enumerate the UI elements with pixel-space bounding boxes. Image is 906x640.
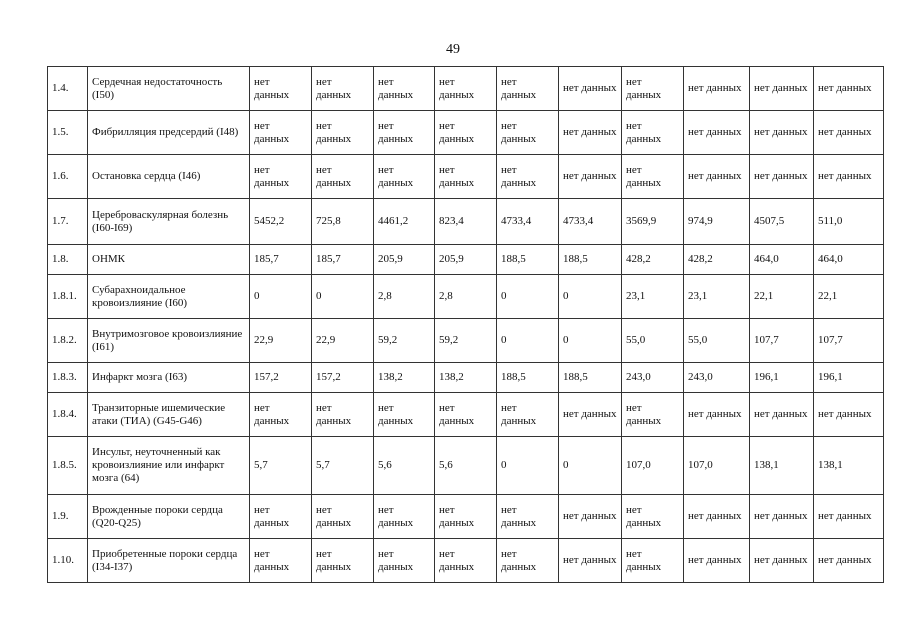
value-cell: нет данных [814, 495, 884, 539]
value-cell: нет данных [750, 539, 814, 583]
row-name: Инфаркт мозга (I63) [88, 363, 250, 393]
value-cell: нет данных [684, 111, 750, 155]
value-cell: нет данных [814, 111, 884, 155]
value-cell: нет данных [250, 67, 312, 111]
value-cell: 974,9 [684, 199, 750, 245]
value-cell: нет данных [497, 495, 559, 539]
row-name: ОНМК [88, 245, 250, 275]
value-cell: 0 [497, 437, 559, 495]
value-cell: нет данных [312, 111, 374, 155]
statistics-table [47, 66, 884, 583]
value-cell: нет данных [684, 155, 750, 199]
value-cell: 464,0 [814, 245, 884, 275]
value-cell: 196,1 [750, 363, 814, 393]
value-cell: нет данных [435, 111, 497, 155]
table-row [48, 199, 884, 245]
value-cell: 138,1 [814, 437, 884, 495]
value-cell: нет данных [684, 495, 750, 539]
value-cell: 2,8 [374, 275, 435, 319]
value-cell: 205,9 [374, 245, 435, 275]
value-cell: нет данных [814, 539, 884, 583]
value-cell: 205,9 [435, 245, 497, 275]
value-cell: 5,7 [250, 437, 312, 495]
value-cell: нет данных [435, 495, 497, 539]
value-cell: 5452,2 [250, 199, 312, 245]
row-code: 1.5. [48, 111, 88, 155]
row-name: Сердечная недостаточность (I50) [88, 67, 250, 111]
value-cell: 107,7 [750, 319, 814, 363]
value-cell: нет данных [622, 111, 684, 155]
value-cell: нет данных [435, 155, 497, 199]
value-cell: 138,2 [435, 363, 497, 393]
value-cell: 428,2 [622, 245, 684, 275]
value-cell: нет данных [622, 495, 684, 539]
row-name: Врожденные пороки сердца (Q20-Q25) [88, 495, 250, 539]
table-row [48, 539, 884, 583]
value-cell: 22,1 [814, 275, 884, 319]
table-row [48, 319, 884, 363]
value-cell: нет данных [312, 155, 374, 199]
value-cell: нет данных [750, 155, 814, 199]
value-cell: нет данных [312, 393, 374, 437]
row-code: 1.7. [48, 199, 88, 245]
value-cell: нет данных [435, 539, 497, 583]
value-cell: нет данных [622, 393, 684, 437]
value-cell: нет данных [374, 393, 435, 437]
value-cell: 0 [559, 437, 622, 495]
table-body [48, 67, 884, 583]
value-cell: нет данных [250, 111, 312, 155]
value-cell: 243,0 [684, 363, 750, 393]
page-number: 49 [446, 42, 460, 57]
value-cell: 22,1 [750, 275, 814, 319]
row-code: 1.8.1. [48, 275, 88, 319]
value-cell: 511,0 [814, 199, 884, 245]
row-code: 1.9. [48, 495, 88, 539]
row-name: Транзиторные ишемические атаки (ТИА) (G45-G46) [88, 393, 250, 437]
value-cell: 0 [559, 275, 622, 319]
value-cell: 0 [312, 275, 374, 319]
value-cell: нет данных [750, 495, 814, 539]
value-cell: 55,0 [684, 319, 750, 363]
value-cell: нет данных [312, 495, 374, 539]
value-cell: нет данных [374, 67, 435, 111]
value-cell: нет данных [374, 111, 435, 155]
value-cell: нет данных [750, 67, 814, 111]
table-row [48, 495, 884, 539]
value-cell: 0 [250, 275, 312, 319]
value-cell: нет данных [559, 111, 622, 155]
row-code: 1.8.2. [48, 319, 88, 363]
value-cell: 4507,5 [750, 199, 814, 245]
value-cell: 188,5 [497, 363, 559, 393]
value-cell: нет данных [814, 393, 884, 437]
value-cell: нет данных [497, 155, 559, 199]
value-cell: 188,5 [559, 363, 622, 393]
value-cell: 188,5 [559, 245, 622, 275]
value-cell: 5,7 [312, 437, 374, 495]
value-cell: 22,9 [312, 319, 374, 363]
value-cell: 823,4 [435, 199, 497, 245]
row-name: Приобретенные пороки сердца (I34-I37) [88, 539, 250, 583]
row-code: 1.10. [48, 539, 88, 583]
value-cell: нет данных [684, 393, 750, 437]
value-cell: нет данных [622, 539, 684, 583]
table-row [48, 155, 884, 199]
value-cell: нет данных [814, 67, 884, 111]
value-cell: 107,7 [814, 319, 884, 363]
value-cell: нет данных [312, 539, 374, 583]
value-cell: нет данных [497, 393, 559, 437]
value-cell: 59,2 [435, 319, 497, 363]
value-cell: 107,0 [622, 437, 684, 495]
table-row [48, 111, 884, 155]
table-row [48, 437, 884, 495]
value-cell: нет данных [497, 539, 559, 583]
row-name: Внутримозговое кровоизлияние (I61) [88, 319, 250, 363]
value-cell: 157,2 [250, 363, 312, 393]
value-cell: нет данных [814, 155, 884, 199]
row-code: 1.4. [48, 67, 88, 111]
row-name: Фибрилляция предсердий (I48) [88, 111, 250, 155]
value-cell: 5,6 [374, 437, 435, 495]
value-cell: 4733,4 [497, 199, 559, 245]
value-cell: нет данных [559, 393, 622, 437]
value-cell: 157,2 [312, 363, 374, 393]
value-cell: нет данных [622, 67, 684, 111]
value-cell: 4461,2 [374, 199, 435, 245]
value-cell: 0 [497, 275, 559, 319]
value-cell: нет данных [250, 539, 312, 583]
value-cell: нет данных [497, 67, 559, 111]
value-cell: нет данных [622, 155, 684, 199]
value-cell: 55,0 [622, 319, 684, 363]
table-row [48, 363, 884, 393]
value-cell: нет данных [435, 67, 497, 111]
table-row [48, 67, 884, 111]
value-cell: нет данных [250, 155, 312, 199]
value-cell: 107,0 [684, 437, 750, 495]
value-cell: нет данных [497, 111, 559, 155]
value-cell: 3569,9 [622, 199, 684, 245]
value-cell: 23,1 [684, 275, 750, 319]
value-cell: нет данных [559, 155, 622, 199]
row-code: 1.8.3. [48, 363, 88, 393]
value-cell: нет данных [559, 67, 622, 111]
value-cell: нет данных [374, 495, 435, 539]
row-name: Цереброваскулярная болезнь (I60-I69) [88, 199, 250, 245]
value-cell: 22,9 [250, 319, 312, 363]
value-cell: нет данных [684, 539, 750, 583]
table-row [48, 275, 884, 319]
value-cell: нет данных [374, 539, 435, 583]
row-code: 1.8.4. [48, 393, 88, 437]
value-cell: 2,8 [435, 275, 497, 319]
value-cell: 185,7 [250, 245, 312, 275]
value-cell: нет данных [684, 67, 750, 111]
value-cell: нет данных [559, 539, 622, 583]
value-cell: 23,1 [622, 275, 684, 319]
table-row [48, 245, 884, 275]
value-cell: нет данных [559, 495, 622, 539]
value-cell: нет данных [435, 393, 497, 437]
row-code: 1.6. [48, 155, 88, 199]
value-cell: нет данных [750, 111, 814, 155]
value-cell: 428,2 [684, 245, 750, 275]
value-cell: 138,1 [750, 437, 814, 495]
value-cell: 196,1 [814, 363, 884, 393]
value-cell: нет данных [374, 155, 435, 199]
value-cell: 0 [497, 319, 559, 363]
value-cell: 185,7 [312, 245, 374, 275]
value-cell: 138,2 [374, 363, 435, 393]
value-cell: 464,0 [750, 245, 814, 275]
value-cell: 0 [559, 319, 622, 363]
value-cell: 4733,4 [559, 199, 622, 245]
row-code: 1.8. [48, 245, 88, 275]
value-cell: 188,5 [497, 245, 559, 275]
value-cell: нет данных [250, 393, 312, 437]
value-cell: нет данных [312, 67, 374, 111]
value-cell: 5,6 [435, 437, 497, 495]
value-cell: нет данных [750, 393, 814, 437]
row-name: Субарахноидальное кровоизлияние (I60) [88, 275, 250, 319]
table-row [48, 393, 884, 437]
value-cell: нет данных [250, 495, 312, 539]
value-cell: 243,0 [622, 363, 684, 393]
row-name: Инсульт, неуточненный как кровоизлияние или инфаркт мозга (64) [88, 437, 250, 495]
value-cell: 59,2 [374, 319, 435, 363]
value-cell: 725,8 [312, 199, 374, 245]
row-code: 1.8.5. [48, 437, 88, 495]
row-name: Остановка сердца (I46) [88, 155, 250, 199]
